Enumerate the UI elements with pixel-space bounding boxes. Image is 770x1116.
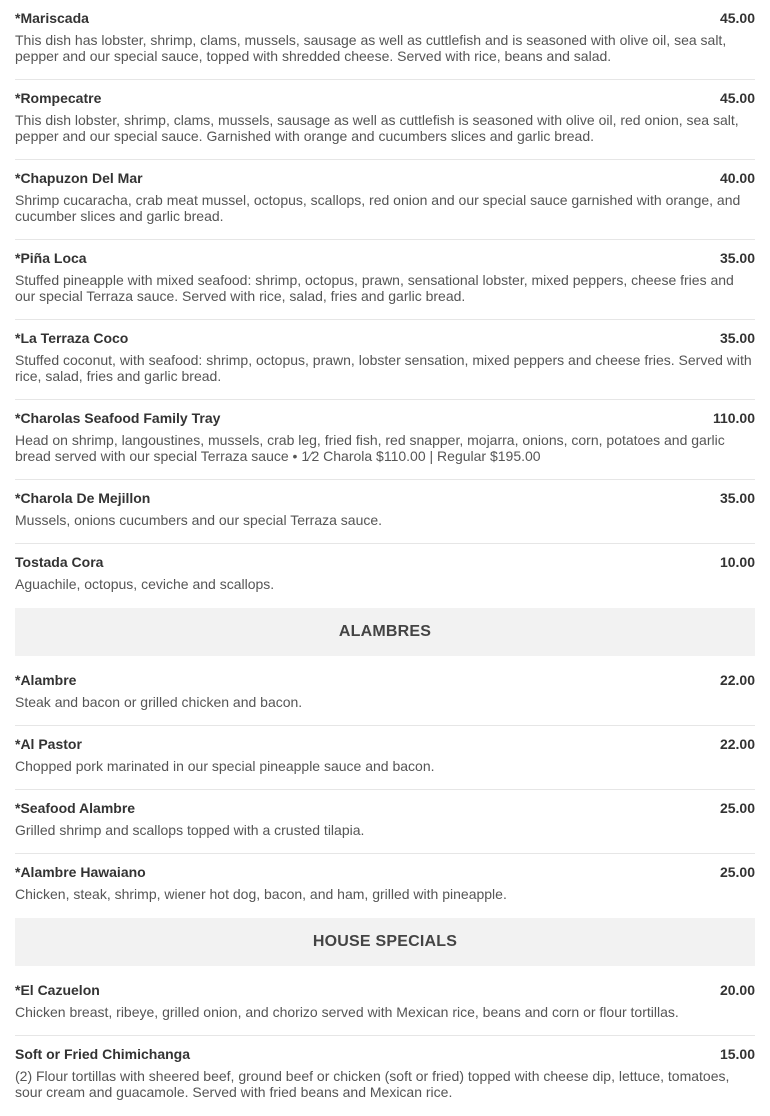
menu-item-header <box>15 89 755 107</box>
menu-item-header <box>15 553 755 571</box>
menu-item-header <box>15 409 755 427</box>
menu-item-rompecatre[interactable] <box>15 80 755 160</box>
menu-item-soft-or-fried-chimichanga[interactable] <box>15 1036 755 1116</box>
menu-item-header <box>15 735 755 753</box>
menu-item-price: 22.00 <box>719 736 755 752</box>
menu-item-name: *Alambre Hawaiano <box>15 864 146 880</box>
menu-item-name: *Alambre <box>15 672 77 688</box>
menu-item-description: Chopped pork marinated in our special pineapple sauce and bacon. <box>15 758 435 774</box>
menu-item-alambre-hawaiano[interactable] <box>15 854 755 918</box>
menu-list <box>15 0 755 1116</box>
menu-item-price: 110.00 <box>712 410 755 426</box>
menu-item-header <box>15 9 755 27</box>
menu-item-price: 45.00 <box>719 10 755 26</box>
menu-item-header <box>15 799 755 817</box>
menu-item-pina-loca[interactable] <box>15 240 755 320</box>
menu-item-description: Shrimp cucaracha, crab meat mussel, octopus, scallops, red onion and our special sauce garnished with orange, and cucumber slices and garlic bread. <box>15 192 741 224</box>
menu-item-charolas-seafood-family-tray[interactable] <box>15 400 755 480</box>
menu-item-price: 22.00 <box>719 672 755 688</box>
menu-item-header <box>15 981 755 999</box>
menu-item-price: 35.00 <box>719 490 755 506</box>
menu-item-charola-de-mejillon[interactable] <box>15 480 755 544</box>
menu-item-price: 45.00 <box>719 90 755 106</box>
menu-item-description: Steak and bacon or grilled chicken and bacon. <box>15 694 303 710</box>
menu-item-name: *El Cazuelon <box>15 982 100 998</box>
menu-item-name: *Chapuzon Del Mar <box>15 170 143 186</box>
menu-item-header <box>15 169 755 187</box>
menu-item-description: This dish lobster, shrimp, clams, mussels, sausage as well as cuttlefish is seasoned with olive oil, red onion, sea salt, pepper and our special sauce. Garnished with orange and cucumbers slices and garlic bread. <box>15 112 739 144</box>
section-header-alambres <box>15 608 755 656</box>
menu-item-description: Stuffed coconut, with seafood: shrimp, octopus, prawn, lobster sensation, mixed peppers and cheese fries. Served with rice, salad, fries and garlic bread. <box>15 352 752 384</box>
menu-item-description: Chicken breast, ribeye, grilled onion, and chorizo served with Mexican rice, beans and corn or flour tortillas. <box>15 1004 679 1020</box>
menu-item-name: Tostada Cora <box>15 554 104 570</box>
menu-item-el-cazuelon[interactable] <box>15 972 755 1036</box>
menu-item-description: Chicken, steak, shrimp, wiener hot dog, bacon, and ham, grilled with pineapple. <box>15 886 507 902</box>
menu-item-price: 35.00 <box>719 250 755 266</box>
menu-item-alambre[interactable] <box>15 662 755 726</box>
menu-item-description: Stuffed pineapple with mixed seafood: shrimp, octopus, prawn, sensational lobster, mixed peppers, cheese fries and our special Terraza sauce. Served with rice, salad, fries and garlic bread. <box>15 272 734 304</box>
menu-item-name: *Charolas Seafood Family Tray <box>15 410 221 426</box>
menu-item-price: 10.00 <box>719 554 755 570</box>
menu-item-price: 25.00 <box>719 864 755 880</box>
menu-item-description: Head on shrimp, langoustines, mussels, crab leg, fried fish, red snapper, mojarra, onions, corn, potatoes and garlic bread served with our special Terraza sauce • 1⁄2 Charola $110.00 | Regular $195.00 <box>15 432 725 464</box>
menu-item-description: Grilled shrimp and scallops topped with a crusted tilapia. <box>15 822 365 838</box>
section-title: ALAMBRES <box>338 623 432 640</box>
menu-item-name: *Rompecatre <box>15 90 102 106</box>
section-header-house-specials <box>15 918 755 966</box>
menu-item-name: *Mariscada <box>15 10 89 26</box>
menu-item-price: 35.00 <box>719 330 755 346</box>
menu-item-name: *La Terraza Coco <box>15 330 129 346</box>
menu-item-header <box>15 329 755 347</box>
menu-item-description: (2) Flour tortillas with sheered beef, ground beef or chicken (soft or fried) topped with cheese dip, lettuce, tomatoes, sour cream and guacamole. Served with fried beans and Mexican rice. <box>15 1068 730 1100</box>
section-title: HOUSE SPECIALS <box>312 933 458 950</box>
menu-item-header <box>15 249 755 267</box>
menu-item-header <box>15 1045 755 1063</box>
menu-item-name: *Piña Loca <box>15 250 87 266</box>
menu-item-price: 15.00 <box>719 1046 755 1062</box>
menu-item-name: *Al Pastor <box>15 736 82 752</box>
menu-item-seafood-alambre[interactable] <box>15 790 755 854</box>
menu-item-name: Soft or Fried Chimichanga <box>15 1046 191 1062</box>
menu-item-mariscada[interactable] <box>15 0 755 80</box>
menu-item-description: Aguachile, octopus, ceviche and scallops. <box>15 576 275 592</box>
menu-item-description: Mussels, onions cucumbers and our special Terraza sauce. <box>15 512 383 528</box>
menu-item-header <box>15 863 755 881</box>
menu-item-price: 25.00 <box>719 800 755 816</box>
menu-item-chapuzon-del-mar[interactable] <box>15 160 755 240</box>
menu-item-header <box>15 671 755 689</box>
menu-item-description: This dish has lobster, shrimp, clams, mussels, sausage as well as cuttlefish and is seasoned with olive oil, sea salt, pepper and our special sauce, topped with shredded cheese. Served with rice, beans and salad. <box>15 32 727 64</box>
menu-item-header <box>15 489 755 507</box>
menu-item-la-terraza-coco[interactable] <box>15 320 755 400</box>
menu-item-tostada-cora[interactable] <box>15 544 755 608</box>
menu-item-name: *Seafood Alambre <box>15 800 136 816</box>
menu-item-name: *Charola De Mejillon <box>15 490 151 506</box>
menu-item-al-pastor[interactable] <box>15 726 755 790</box>
menu-item-price: 40.00 <box>719 170 755 186</box>
menu-item-price: 20.00 <box>719 982 755 998</box>
